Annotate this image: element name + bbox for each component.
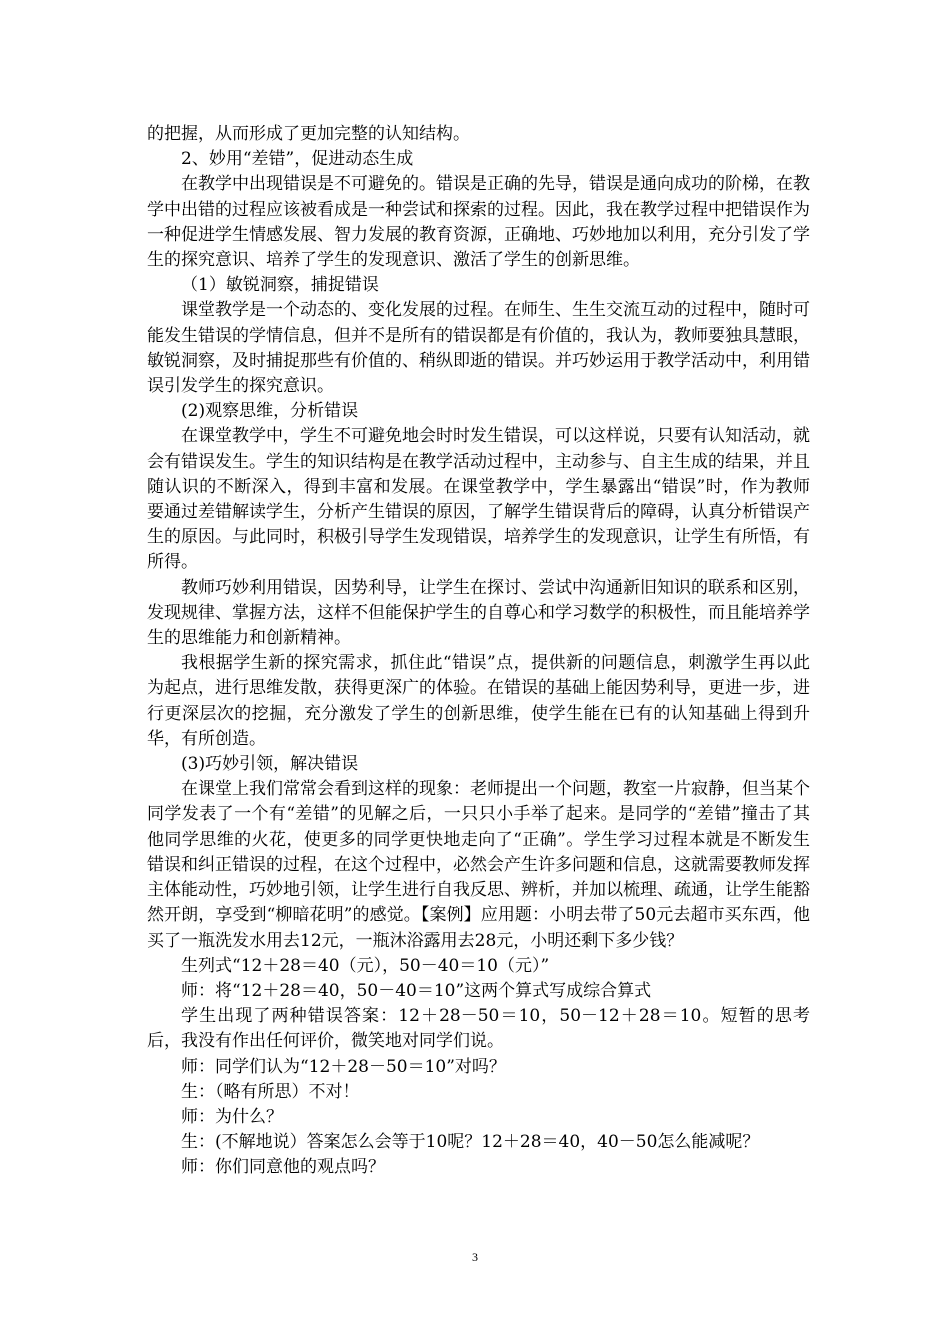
dialogue-line: 师：将“12＋28＝40，50－40＝10”这两个算式写成综合算式	[181, 980, 652, 1001]
paragraph: 课堂教学是一个动态的、变化发展的过程。在师生、生生交流互动的过程中，随时可能发生错误的学情信息，但并不是所有的错误都是有价值的，我认为，教师要独具慧眼，敏锐洞察，及时捕捉那些有价值的、稍纵即逝的错误。并巧妙运用于教学活动中，利用错误引发学生的探究意识。	[147, 300, 810, 397]
dialogue-line: 生：(不解地说）答案怎么会等于10呢？12＋28＝40，40－50怎么能减呢？	[181, 1132, 760, 1153]
subsection-heading: (2)观察思维，分析错误	[181, 401, 359, 422]
dialogue-line: 师：为什么？	[181, 1106, 283, 1127]
paragraph: 在课堂上我们常常会看到这样的现象：老师提出一个问题，教室一片寂静，但当某个同学发表了一个有“差错”的见解之后，一只只小手举了起来。是同学的“差错”撞击了其他同学思维的火花，使更多的同学更快地走向了“正确”。学生学习过程本就是不断发生错误和纠正错误的过程，在这个过程中，必然会产生许多问题和信息，这就需要教师发挥主体能动性，巧妙地引领，让学生进行自我反思、辨析，并加以梳理、疏通，让学生能豁然开朗，享受到“柳暗花明”的感觉。【案例】应用题：小明去带了50元去超市买东西，他买了一瓶洗发水用去12元，一瓶沐浴露用去28元，小明还剩下多少钱？	[147, 779, 810, 951]
dialogue-line: 师：同学们认为“12＋28－50＝10”对吗？	[181, 1056, 506, 1077]
dialogue-line: 生列式“12＋28＝40（元），50－40＝10（元）”	[181, 955, 550, 976]
document-body	[147, 122, 810, 1181]
paragraph: 学生出现了两种错误答案：12＋28－50＝10，50－12＋28＝10。短暂的思考后，我没有作出任何评价，微笑地对同学们说。	[147, 1006, 810, 1052]
dialogue-line: 生：（略有所思）不对！	[181, 1081, 360, 1102]
paragraph: 在教学中出现错误是不可避免的。错误是正确的先导，错误是通向成功的阶梯，在教学中出错的过程应该被看成是一种尝试和探索的过程。因此，我在教学过程中把错误作为一种促进学生情感发展、智力发展的教育资源，正确地、巧妙地加以利用，充分引发了学生的探究意识、培养了学生的发现意识、激活了学生的创新思维。	[147, 174, 810, 271]
paragraph: 在课堂教学中，学生不可避免地会时时发生错误，可以这样说，只要有认知活动，就会有错误发生。学生的知识结构是在教学活动过程中，主动参与、自主生成的结果，并且随认识的不断深入，得到丰富和发展。在课堂教学中，学生暴露出“错误”时，作为教师要通过差错解读学生，分析产生错误的原因，了解学生错误背后的障碍，认真分析错误产生的原因。与此同时，积极引导学生发现错误，培养学生的发现意识，让学生有所悟，有所得。	[147, 426, 810, 573]
page-number: 3	[472, 1250, 478, 1264]
section-heading: 2、妙用“差错”，促进动态生成	[181, 149, 414, 170]
paragraph: 教师巧妙利用错误，因势利导，让学生在探讨、尝试中沟通新旧知识的联系和区别，发现规律、掌握方法，这样不但能保护学生的自尊心和学习数学的积极性，而且能培养学生的思维能力和创新精神。	[147, 577, 810, 649]
subsection-heading: （1）敏锐洞察，捕捉错误	[181, 275, 379, 296]
paragraph: 的把握，从而形成了更加完整的认知结构。	[147, 124, 470, 144]
dialogue-line: 师：你们同意他的观点吗？	[181, 1157, 385, 1178]
paragraph: 我根据学生新的探究需求，抓住此“错误”点，提供新的问题信息，刺激学生再以此为起点，进行思维发散，获得更深广的体验。在错误的基础上能因势利导，更进一步，进行更深层次的挖掘，充分激发了学生的创新思维，使学生能在已有的认知基础上得到升华，有所创造。	[147, 653, 810, 749]
subsection-heading: (3)巧妙引领，解决错误	[181, 754, 359, 775]
